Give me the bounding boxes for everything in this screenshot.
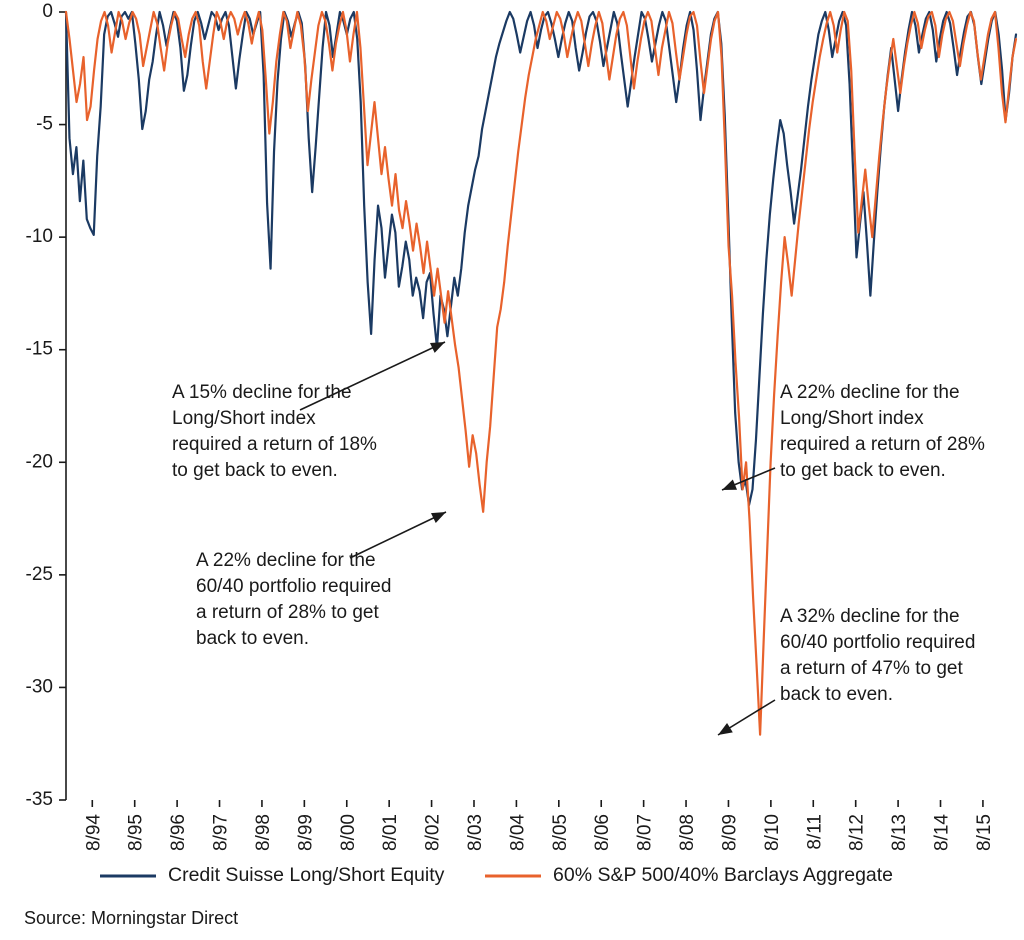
x-tick-label: 8/13: [889, 814, 911, 851]
legend-label: Credit Suisse Long/Short Equity: [168, 864, 445, 887]
x-tick-label: 8/01: [380, 814, 402, 851]
y-tick-label: 0: [42, 1, 53, 23]
x-tick-label: 8/09: [719, 814, 741, 851]
x-tick-label: 8/14: [931, 814, 953, 851]
annotation-line: to get back to even.: [780, 460, 946, 481]
x-tick-label: 8/15: [973, 814, 995, 851]
x-tick-label: 8/04: [507, 814, 529, 851]
annotation-line: back to even.: [780, 684, 894, 705]
annotation-line: A 22% decline for the: [780, 382, 960, 403]
legend-item-1[interactable]: [100, 864, 445, 886]
y-axis: [26, 1, 66, 810]
x-tick-label: 8/12: [846, 814, 868, 851]
source-text: Source: Morningstar Direct: [24, 908, 239, 928]
x-tick-label: 8/96: [168, 814, 190, 851]
annotation-arrowhead: [722, 480, 737, 490]
annot-ls-1994: [172, 342, 445, 481]
x-tick-label: 8/05: [549, 814, 571, 851]
annotation-line: A 15% decline for the: [172, 382, 352, 403]
annotation-line: required a return of 28%: [780, 434, 985, 455]
annotation-arrowhead: [718, 723, 733, 735]
annot-ls-2008: [722, 382, 985, 490]
y-tick-label: -30: [25, 676, 53, 698]
y-tick-label: -25: [25, 563, 53, 585]
annotation-line: A 32% decline for the: [780, 606, 960, 627]
y-tick-label: -15: [25, 338, 53, 360]
x-tick-label: 8/95: [125, 814, 147, 851]
legend-item-2[interactable]: [485, 864, 893, 886]
x-tick-label: 8/06: [592, 814, 614, 851]
annotation-line: 60/40 portfolio required: [196, 576, 392, 597]
source-note: [24, 908, 238, 928]
x-tick-label: 8/07: [634, 814, 656, 851]
annotation-line: back to even.: [196, 628, 310, 649]
annotation-line: 60/40 portfolio required: [780, 632, 976, 653]
legend: [100, 864, 893, 886]
annotation-line: a return of 47% to get: [780, 658, 963, 679]
annotation-leader: [300, 342, 445, 410]
y-tick-label: -5: [36, 113, 53, 135]
annotation-arrowhead: [431, 512, 446, 523]
annotation-line: to get back to even.: [172, 460, 338, 481]
annotation-line: required a return of 18%: [172, 434, 377, 455]
x-axis: [83, 800, 995, 851]
x-tick-label: 8/03: [464, 814, 486, 851]
x-tick-label: 8/08: [677, 814, 699, 851]
annotation-line: Long/Short index: [780, 408, 924, 429]
annotation-line: Long/Short index: [172, 408, 316, 429]
series-line-1: [66, 12, 1016, 505]
annot-6040-2002: [196, 512, 446, 649]
annotations: [172, 342, 985, 735]
x-tick-label: 8/94: [83, 814, 105, 851]
x-tick-label: 8/10: [761, 814, 783, 851]
y-tick-label: -35: [25, 789, 53, 811]
x-tick-label: 8/99: [295, 814, 317, 851]
x-tick-label: 8/00: [337, 814, 359, 851]
annotation-line: A 22% decline for the: [196, 550, 376, 571]
annotation-leader: [350, 512, 446, 558]
annotation-line: a return of 28% to get: [196, 602, 379, 623]
legend-label: 60% S&P 500/40% Barclays Aggregate: [553, 864, 894, 887]
y-tick-label: -20: [25, 451, 53, 473]
x-tick-label: 8/11: [804, 814, 826, 850]
annotation-arrowhead: [430, 342, 445, 353]
x-tick-label: 8/98: [252, 814, 274, 851]
x-tick-label: 8/02: [422, 814, 444, 851]
x-tick-label: 8/97: [210, 814, 232, 851]
y-tick-label: -10: [25, 226, 53, 248]
